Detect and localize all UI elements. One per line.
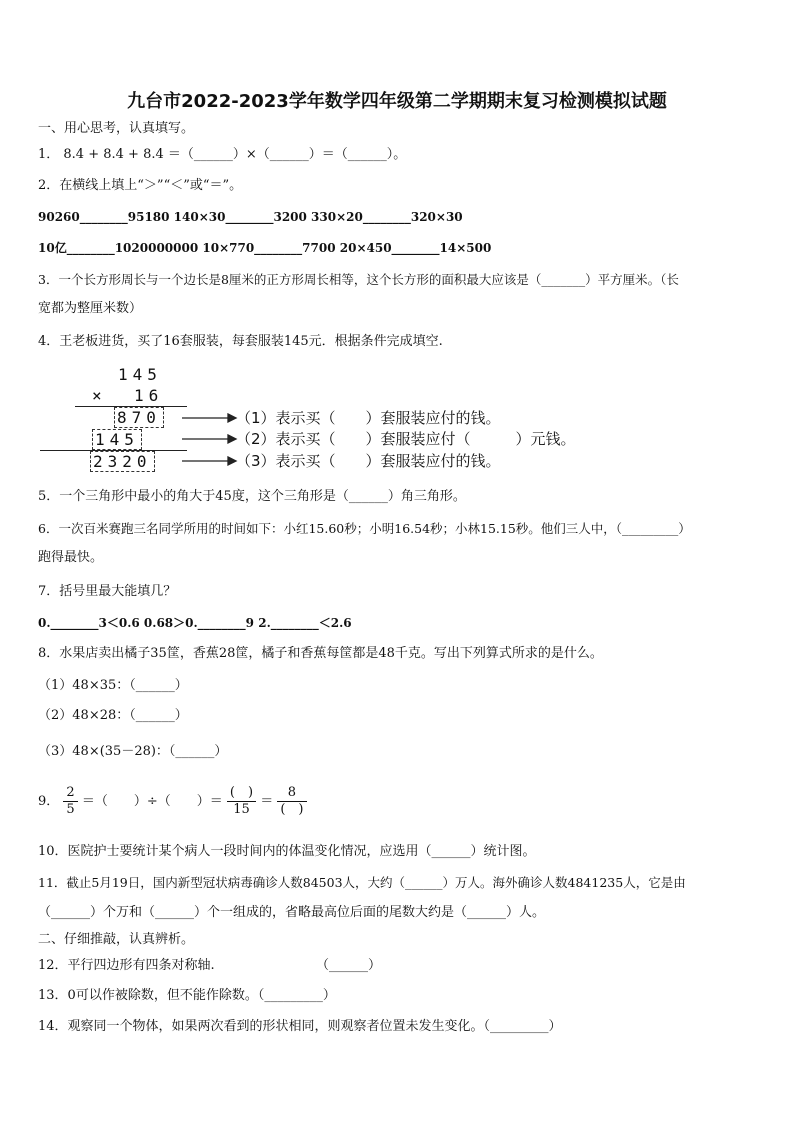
question-9 [38, 782, 307, 822]
section-2-heading: 二、仔细推敲，认真辨析。 [38, 932, 195, 947]
page-title: 九台市2022-2023学年数学四年级第二学期期末复习检测模拟试题 [127, 91, 667, 112]
question-3-line-2: 宽都为整厘米数） [38, 301, 143, 316]
multiplication-diagram [30, 360, 590, 475]
multiplicand: 145 [118, 365, 162, 384]
question-4: 4．王老板进货，买了16套服装，每套服装145元．根据条件完成填空. [38, 334, 443, 349]
question-3-line-1: 3．一个长方形周长与一个边长是8厘米的正方形周长相等，这个长方形的面积最大应该是（_______）平方厘米。（长 [38, 272, 679, 287]
section-1-heading: 一、用心思考，认真填写。 [38, 121, 195, 136]
times-sign: × [92, 386, 107, 405]
question-12-answer: （______） [316, 958, 382, 973]
fraction-3: $\frac{8}{( )}$ [277, 785, 306, 818]
question-7: 7．括号里最大能填几？ [38, 584, 177, 599]
question-1: 1． 8.4 + 8.4 + 8.4 ＝（______）×（______）＝（______）。 [38, 147, 407, 162]
question-14: 14．观察同一个物体，如果两次看到的形状相同，则观察者位置未发生变化。（_________） [38, 1019, 562, 1034]
arrows [180, 410, 240, 470]
question-8-b: （2）48×28：（______） [38, 708, 188, 723]
multiplier: 16 [134, 386, 164, 405]
question-8-a: （1）48×35：（______） [38, 678, 188, 693]
question-12: 12．平行四边形有四条对称轴. [38, 958, 215, 973]
partial-product-2: 145 [92, 429, 142, 450]
question-2: 2．在横线上填上“＞”“＜”或“＝”。 [38, 178, 243, 193]
question-5: 5．一个三角形中最小的角大于45度，这个三角形是（______）角三角形。 [38, 489, 466, 504]
question-6-line-1: 6．一次百米赛跑三名同学所用的时间如下：小红15.60秒；小明16.54秒；小林15.15秒。他们三人中，（_________） [38, 521, 691, 536]
question-13: 13．0可以作被除数，但不能作除数。（_________） [38, 988, 336, 1003]
question-8: 8．水果店卖出橘子35筐，香蕉28筐，橘子和香蕉每筐都是48千克。写出下列算式所求的是什么。 [38, 646, 603, 661]
question-9-equals: ＝ [260, 794, 274, 809]
note-1: （1）表示买（ ）套服装应付的钱。 [236, 409, 501, 427]
product-sum: 2320 [90, 451, 155, 472]
note-3: （3）表示买（ ）套服装应付的钱。 [236, 452, 501, 470]
question-9-middle: ＝（ ）÷（ ）＝ [81, 794, 223, 809]
question-6-line-2: 跑得最快。 [38, 550, 104, 565]
question-9-label: 9． [38, 794, 60, 809]
question-7-row: 0.________3＜0.6 0.68＞0.________9 2.________＜2.6 [38, 616, 352, 630]
partial-product-1: 870 [114, 407, 164, 428]
question-10: 10．医院护士要统计某个病人一段时间内的体温变化情况，应选用（______）统计图。 [38, 844, 536, 859]
question-8-c: （3）48×(35－28)：（______） [38, 744, 228, 759]
note-2: （2）表示买（ ）套服装应付（ ）元钱。 [236, 430, 576, 448]
fraction-2: $\frac{( )}{15}$ [227, 785, 256, 818]
question-11-line-2: （______）个万和（______）个一组成的，省略最高位后面的尾数大约是（______）人。 [38, 905, 546, 920]
question-2-row-1: 90260________95180 140×30________3200 330×20________320×30 [38, 210, 463, 224]
fraction-1: $\frac{2}{5}$ [63, 785, 77, 818]
question-2-row-2: 10亿________1020000000 10×770________7700 20×450________14×500 [38, 241, 492, 255]
question-11-line-1: 11．截止5月19日，国内新型冠状病毒确诊人数84503人，大约（______）万人。海外确诊人数4841235人，它是由 [38, 875, 686, 890]
